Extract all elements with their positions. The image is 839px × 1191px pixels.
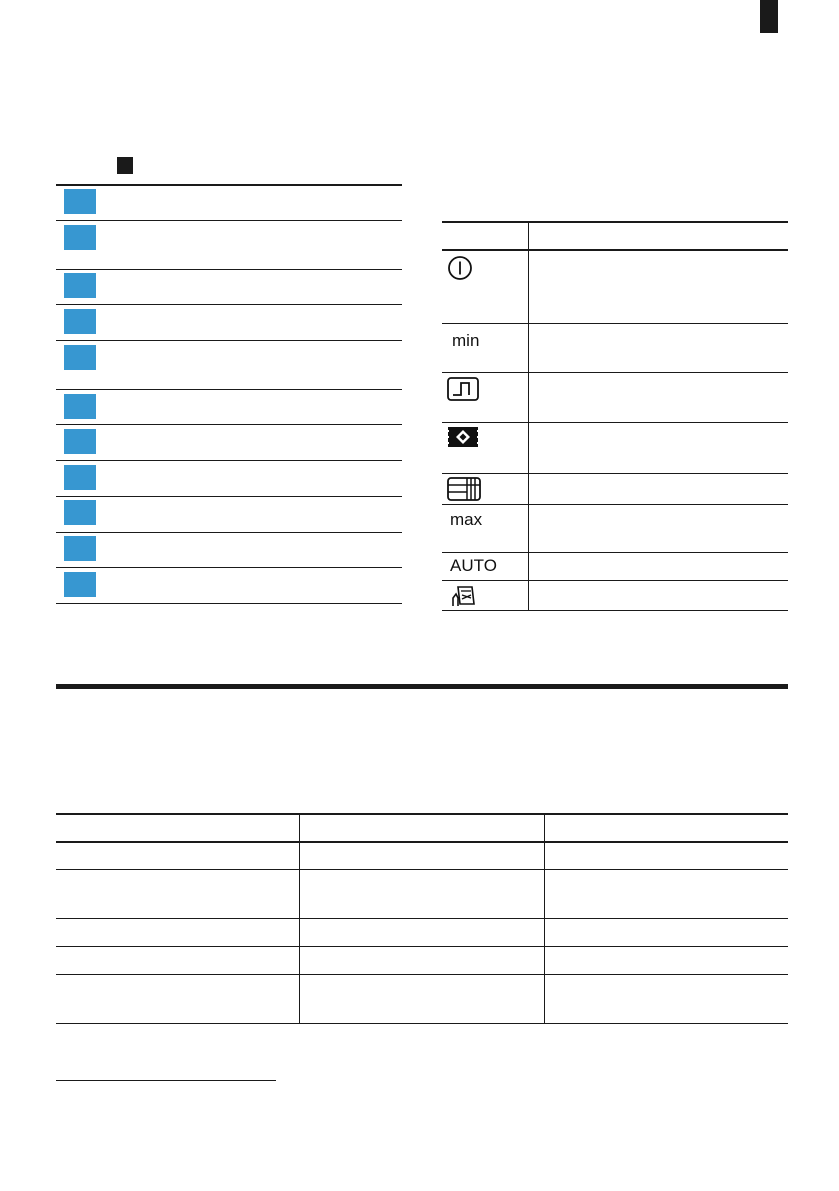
- row-divider: [56, 340, 402, 341]
- section-divider: [56, 684, 788, 689]
- row-divider: [442, 610, 788, 611]
- hand-pot-icon: [451, 584, 477, 608]
- row-marker: [64, 500, 96, 525]
- grid-panel-icon: [447, 477, 481, 501]
- row-divider: [442, 552, 788, 553]
- row-divider: [442, 323, 788, 324]
- row-divider: [56, 567, 402, 568]
- row-divider: [442, 504, 788, 505]
- table-row-divider: [56, 918, 788, 919]
- row-divider: [56, 389, 402, 390]
- row-divider: [442, 422, 788, 423]
- column-separator: [544, 814, 545, 1024]
- row-marker: [64, 345, 96, 370]
- bottom-table-header-rule: [56, 841, 788, 843]
- square-marker-icon: [117, 157, 133, 174]
- row-marker: [64, 394, 96, 419]
- row-divider: [56, 460, 402, 461]
- row-marker: [64, 536, 96, 561]
- table-row-divider: [56, 974, 788, 975]
- column-separator: [299, 814, 300, 1024]
- row-divider: [56, 532, 402, 533]
- footnote-rule: [56, 1080, 276, 1081]
- row-marker: [64, 309, 96, 334]
- row-marker: [64, 429, 96, 454]
- row-divider: [56, 603, 402, 604]
- table-row-divider: [56, 1023, 788, 1024]
- min-label: min: [452, 331, 480, 350]
- row-divider: [442, 580, 788, 581]
- symbol-table-header-rule: [442, 249, 788, 251]
- power-icon: [447, 255, 473, 281]
- row-divider: [442, 372, 788, 373]
- table-row-divider: [56, 946, 788, 947]
- row-marker: [64, 572, 96, 597]
- row-divider: [56, 304, 402, 305]
- left-panel-top-rule: [56, 184, 402, 186]
- row-divider: [442, 473, 788, 474]
- row-divider: [56, 220, 402, 221]
- row-divider: [56, 496, 402, 497]
- row-marker: [64, 465, 96, 490]
- row-marker: [64, 189, 96, 214]
- row-divider: [56, 424, 402, 425]
- max-label: max: [450, 510, 483, 529]
- row-marker: [64, 225, 96, 250]
- row-marker: [64, 273, 96, 298]
- page-edge-tab: [760, 0, 778, 33]
- auto-label: AUTO: [450, 556, 497, 575]
- table-row-divider: [56, 869, 788, 870]
- row-divider: [56, 269, 402, 270]
- bottom-table-top-rule: [56, 813, 788, 815]
- symbol-table-top-rule: [442, 221, 788, 223]
- step-curve-icon: [447, 377, 479, 401]
- diamond-chip-icon: [447, 426, 479, 448]
